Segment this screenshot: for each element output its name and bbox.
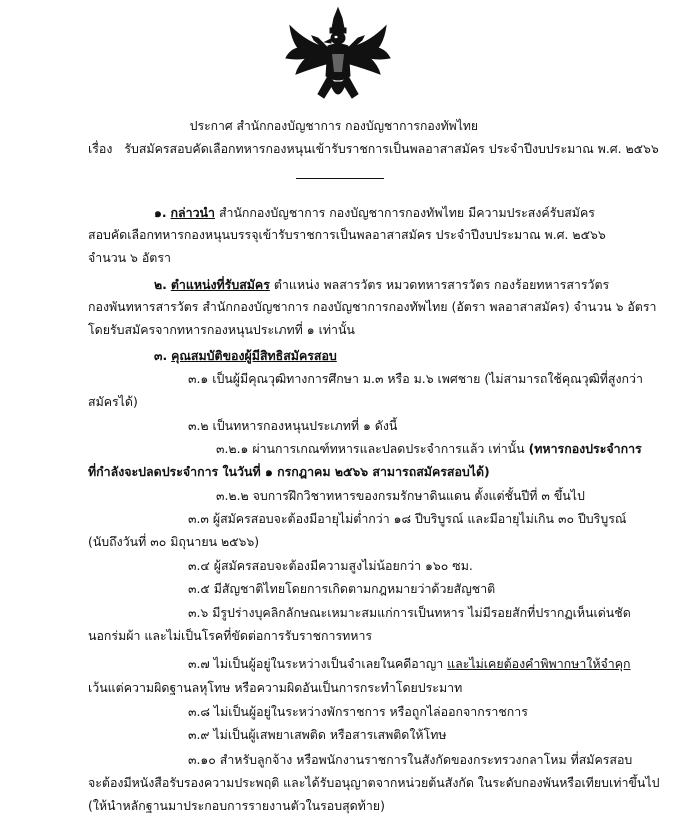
section-2-text-1: ตำแหน่ง พลสารวัตร หมวดทหารสารวัตร กองร้อยทหารสารวัตร: [273, 277, 610, 292]
item-3-3-line-2: (นับถึงวันที่ ๓๐ มิถุนายน ๒๕๖๖): [88, 534, 260, 549]
item-3-2: ๓.๒ เป็นทหารกองหนุนประเภทที่ ๑ ดังนี้: [188, 418, 398, 433]
section-1-text-1: สำนักกองบัญชาการ กองบัญชาการกองทัพไทย มีความประสงค์รับสมัคร: [218, 205, 595, 220]
section-2-line-2: กองพันทหารสารวัตร สำนักกองบัญชาการ กองบัญชาการกองทัพไทย (อัตรา พลอาสาสมัคร) จำนวน ๖ อัตรา: [88, 299, 657, 314]
section-1-heading: กล่าวนำ: [170, 205, 215, 220]
item-3-2-1-line-2: ที่กำลังจะปลดประจำการ ในวันที่ ๑ กรกฎาคม ๒๕๖๖ สามารถสมัครสอบได้): [88, 464, 490, 479]
section-1-line-2: สอบคัดเลือกทหารกองหนุนบรรจุเข้ารับราชการเป็นพลอาสาสมัคร ประจำปีงบประมาณ พ.ศ. ๒๕๖๖: [88, 227, 606, 242]
section-1-line-1: [154, 205, 595, 221]
item-3-10-line-3: (ให้นำหลักฐานมาประกอบการรายงานตัวในรอบสุดท้าย): [88, 798, 385, 813]
item-3-6-line-1: ๓.๖ มีรูปร่างบุคลิกลักษณะเหมาะสมแก่การเป็นทหาร ไม่มีรอยสักที่ปรากฏเห็นเด่นชัด: [188, 605, 631, 620]
garuda-emblem-icon: [284, 6, 392, 110]
item-3-2-1-line-1: [216, 441, 642, 457]
title-divider: [296, 178, 384, 179]
announcement-title: ประกาศ สำนักกองบัญชาการ กองบัญชาการกองทัพไทย: [189, 118, 479, 133]
item-3-5: ๓.๕ มีสัญชาติไทยโดยการเกิดตามกฎหมายว่าด้วยสัญชาติ: [188, 581, 496, 596]
item-3-7-line-1: [188, 656, 631, 672]
item-3-6-line-2: นอกร่มผ้า และไม่เป็นโรคที่ขัดต่อการรับราชการทหาร: [88, 628, 373, 643]
item-3-7-text: ๓.๗ ไม่เป็นผู้อยู่ในระหว่างเป็นจำเลยในคดีอาญา: [188, 656, 444, 671]
item-3-8: ๓.๘ ไม่เป็นผู้อยู่ในระหว่างพักราชการ หรือถูกไล่ออกจากราชการ: [188, 704, 528, 719]
item-3-4: ๓.๔ ผู้สมัครสอบจะต้องมีความสูงไม่น้อยกว่า ๑๖๐ ซม.: [188, 558, 473, 573]
subject-line: [88, 141, 659, 157]
section-1-number: ๑.: [154, 205, 167, 220]
item-3-10-line-2: จะต้องมีหนังสือรับรองความประพฤติ และได้รับอนุญาตจากหน่วยต้นสังกัด ในระดับกองพันหรือเทียบเท่าขึ้นไป: [88, 775, 660, 790]
item-3-7-underlined: และไม่เคยต้องคำพิพากษาให้จำคุก: [447, 656, 631, 671]
section-2-line-3: โดยรับสมัครจากทหารกองหนุนประเภทที่ ๑ เท่านั้น: [88, 322, 355, 337]
item-3-9: ๓.๙ ไม่เป็นผู้เสพยาเสพติด หรือสารเสพติดให้โทษ: [188, 727, 447, 742]
item-3-2-2: ๓.๒.๒ จบการฝึกวิชาทหารของกรมรักษาดินแดน ตั้งแต่ชั้นปีที่ ๓ ขึ้นไป: [216, 488, 585, 503]
section-3-heading: คุณสมบัติของผู้มีสิทธิสมัครสอบ: [171, 348, 337, 363]
section-3-heading-line: [154, 348, 337, 364]
item-3-7-line-2: เว้นแต่ความผิดฐานลหุโทษ หรือความผิดอันเป็นการกระทำโดยประมาท: [88, 680, 463, 695]
item-3-10-line-1: ๓.๑๐ สำหรับลูกจ้าง หรือพนักงานราชการในสังกัดของกระทรวงกลาโหม ที่สมัครสอบ: [188, 752, 633, 767]
subject-text: รับสมัครสอบคัดเลือกทหารกองหนุนเข้ารับราชการเป็นพลอาสาสมัคร ประจำปีงบประมาณ พ.ศ. ๒๕๖๖: [124, 141, 659, 156]
subject-label: เรื่อง: [88, 141, 113, 156]
item-3-2-1-bold: (ทหารกองประจำการ: [528, 441, 642, 456]
item-3-2-1-text: ๓.๒.๑ ผ่านการเกณฑ์ทหารและปลดประจำการแล้ว เท่านั้น: [216, 441, 525, 456]
section-2-heading: ตำแหน่งที่รับสมัคร: [170, 277, 270, 292]
item-3-1-line-1: ๓.๑ เป็นผู้มีคุณวุฒิทางการศึกษา ม.๓ หรือ ม.๖ เพศชาย (ไม่สามารถใช้คุณวุฒิที่สูงกว่า: [188, 371, 643, 386]
section-2-line-1: [154, 277, 609, 293]
section-3-number: ๓.: [154, 348, 168, 363]
section-1-line-3: จำนวน ๖ อัตรา: [88, 250, 171, 265]
item-3-1-line-2: สมัครได้): [88, 394, 138, 409]
item-3-3-line-1: ๓.๓ ผู้สมัครสอบจะต้องมีอายุไม่ต่ำกว่า ๑๘ ปีบริบูรณ์ และมีอายุไม่เกิน ๓๐ ปีบริบูรณ์: [188, 511, 627, 526]
section-2-number: ๒.: [154, 277, 167, 292]
